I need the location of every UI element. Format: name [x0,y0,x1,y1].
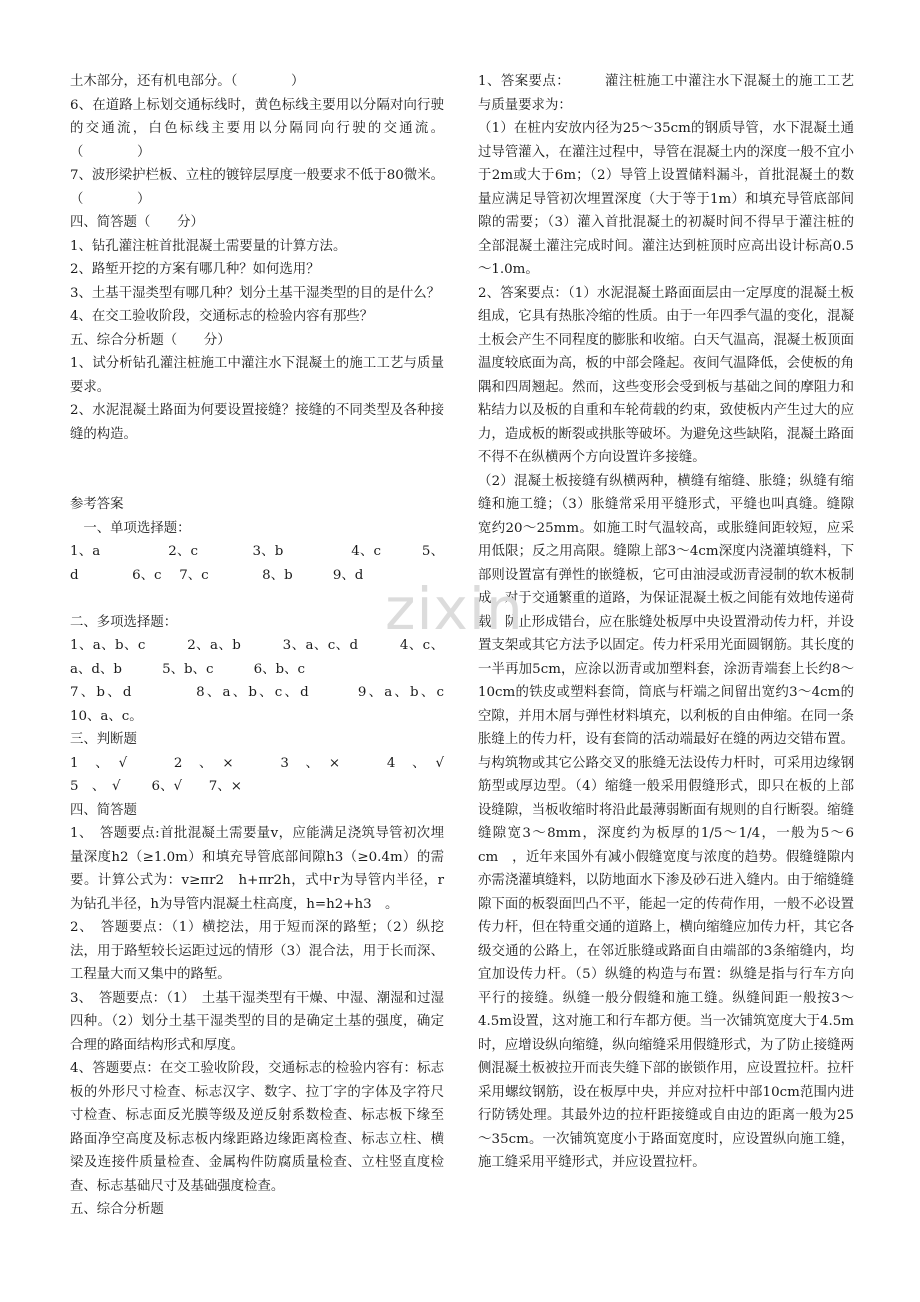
section-heading: 五、综合分析题（ 分） [70,332,231,348]
answer-line: 1、a、b、c 2、a、b 3、a、c、d 4、c、a、d、b 5、b、c 6、b、c [70,638,444,677]
section-heading: 一、单项选择题： [70,520,191,536]
answer-line: 1 、 √ 2 、 × 3 、 × 4 、 √ 5 、 √ 6、√ 7、× [70,755,485,794]
answer-paragraph: （2）混凝土板接缝有纵横两种，横缝有缩缝、胀缝；纵缝有缩缝和施工缝；（3）胀缝常采用平缝形式，平缝也叫真缝。缝隙宽约20～25mm。如施工时气温较高，或胀缝间距较短，应采用低限；反之用高限。缝隙上部3～4cm深度内浇灌填缝料，下部则设置富有弹性的嵌缝板，它可由油浸或沥青浸制的软木板制成。对于交通繁重的道路，为保证混凝土板之间能有效地传递荷载，防止形成错台，应在胀缝处板厚中央设置滑动传力杆，并设置支架或其它方法予以固定。传力杆采用光面圆钢筋。其长度的一半再加5cm，应涂以沥青或加塑料套，涂沥青端套上长约8～10cm的铁皮或塑料套筒，筒底与杆端之间留出宽约3～4cm的空隙，并用木屑与弹性材料填充，以利板的自由伸缩。在同一条胀缝上的传力杆，设有套筒的活动端最好在缝的两边交错布置。与构筑物或其它公路交叉的胀缝无法设传力杆时，可采用边缘钢筋型或厚边型。（4）缩缝一般采用假缝形式，即只在板的上部设缝隙，当板收缩时将沿此最薄弱断面有规则的自行断裂。缩缝缝隙宽3～8mm，深度约为板厚的1/5～1/4，一般为5～6 cm ，近年来国外有减小假缝宽度与浓度的趋势。假缝缝隙内亦需浇灌填缝料，以防地面水下渗及砂石进入缝内。由于缩缝缝隙下面的板裂面凹凸不平，能起一定的传荷作用，一般不必设置传力杆，但在特重交通的道路上，横向缩缝应加传力杆，其它各级交通的公路上，在邻近胀缝或路面自由端部的3条缩缝内，均宜加设传力杆。（5）纵缝的构造与布置：纵缝是指与行车方向平行的接缝。纵缝一般分假缝和施工缝。纵缝间距一般按3～4.5m设置，这对施工和行车都方便。当一次铺筑宽度大于4.5m时，应增设纵向缩缝，纵向缩缝采用假缝形式，为了防止接缝两侧混凝土板被拉开而丧失缝下部的嵌锁作用，应设置拉杆。拉杆采用螺纹钢筋，设在板厚中央，并应对拉杆中部10cm范围内进行防锈处理。其最外边的拉杆距接缝或自由边的距离一般为25～35cm。一次铺筑宽度小于路面宽度时，应设置纵向施工缝，施工缝采用平缝形式，并应设置拉杆。 [478,473,868,1170]
right-column [478,70,868,1175]
question: 2、路堑开挖的方案有哪几种？如何选用？ [70,262,320,277]
section-heading: 三、判断题 [70,732,137,747]
question: 1、试分析钻孔灌注桩施工中灌注水下混凝土的施工工艺与质量要求。 [70,356,444,395]
question: 1、钻孔灌注桩首批混凝土需要量的计算方法。 [70,238,347,254]
blank-line [70,470,444,494]
answers-heading: 参考答案 [70,497,124,512]
blank-line [70,587,444,611]
section-heading: 四、简答题（ 分） [70,215,204,230]
answer-paragraph: 4、答题要点：在交工验收阶段，交通标志的检验内容有：标志板的外形尺寸检查、标志汉字、数字、拉丁字的字体及字符尺寸检查、标志面反光膜等级及逆反射系数检查、标志板下缘至路面净空高度及标志板内缘距路边缘距离检查、标志立柱、横梁及连接件质量检查、金属构件防腐质量检查、立柱竖直度检查、标志基础尺寸及基础强度检查。 [70,1061,444,1194]
answer-paragraph: （1）在桩内安放内径为25～35cm的钢质导管，水下混凝土通过导管灌入，在灌注过程中，导管在混凝土内的深度一般不宜小于2m或大于6m；（2）导管上设置储料漏斗，首批混凝土的数量应满足导管初次埋置深度（大于等于1m）和填充导管底部间隙的需要；（3）灌入首批混凝土的初凝时间不得早于灌注桩的全部混凝土灌注完成时间。灌注达到桩顶时应高出设计标高0.5～1.0m。 [478,121,854,277]
paragraph: 7、波形梁护栏板、立柱的镀锌层厚度一般要求不低于80微米。（ ） [70,168,444,207]
answer-paragraph: 1、 答题要点:首批混凝土需要量v，应能满足浇筑导管初次埋量深度h2（≥1.0m）和填充导管底部间隙h3（≥0.4m）的需要。计算公式为：v≥πr2 h+πr2h，式中r为导管内半径，r为钻孔半径，h为导管内混凝土柱高度，h=h2+h3 。 [70,826,444,912]
answer-paragraph: 3、 答题要点：（1） 土基干湿类型有干燥、中湿、潮湿和过湿四种。（2）划分土基干湿类型的目的是确定土基的强度，确定合理的路面结构形式和厚度。 [70,990,444,1053]
answer-paragraph: 2、 答题要点：（1）横挖法，用于短而深的路堑；（2）纵挖法，用于路堑较长运距过远的情形（3）混合法，用于长而深、工程量大而又集中的路堑。 [70,920,444,982]
question: 4、在交工验收阶段，交通标志的检验内容有那些？ [70,309,374,324]
answer-paragraph: 1、答案要点： 灌注桩施工中灌注水下混凝土的施工工艺与质量要求为： [478,74,854,113]
paragraph: 土木部分，还有机电部分。（ ） [70,74,305,89]
paragraph: 6、在道路上标划交通标线时，黄色标线主要用以分隔对向行驶的交通流，白色标线主要用以分隔同向行驶的交通流。（ ） [70,97,444,160]
answer-line: 1、a 2、c 3、b 4、c 5、d 6、c 7、c 8、b 9、d [70,544,444,583]
question: 3、土基干湿类型有哪几种？划分土基干湿类型的目的是什么？ [70,285,441,301]
answer-paragraph: 2、答案要点：（1）水泥混凝土路面面层由一定厚度的混凝土板组成，它具有热胀冷缩的性质。由于一年四季气温的变化，混凝土板会产生不同程度的膨胀和收缩。白天气温高，混凝土板顶面温度较底面为高，板的中部会隆起。夜间气温降低，会使板的角隅和四周翘起。然而，这些变形会受到板与基础之间的摩阻力和粘结力以及板的自重和车轮荷载的约束，致使板内产生过大的应力，造成板的断裂或拱胀等破坏。为避免这些缺陷，混凝土路面不得不在纵横两个方向设置许多接缝。 [478,285,854,465]
watermark: zixin [385,575,524,643]
blank-line [70,446,444,470]
question: 2、水泥混凝土路面为何要设置接缝？接缝的不同类型及各种接缝的构造。 [70,403,444,442]
section-heading: 四、简答题 [70,802,137,818]
section-heading: 五、综合分析题 [70,1202,164,1217]
section-heading: 二、多项选择题： [70,614,178,630]
answer-line: 7、b、d 8、a、b、c、d 9、a、b、c 10、a、c。 [70,685,485,724]
